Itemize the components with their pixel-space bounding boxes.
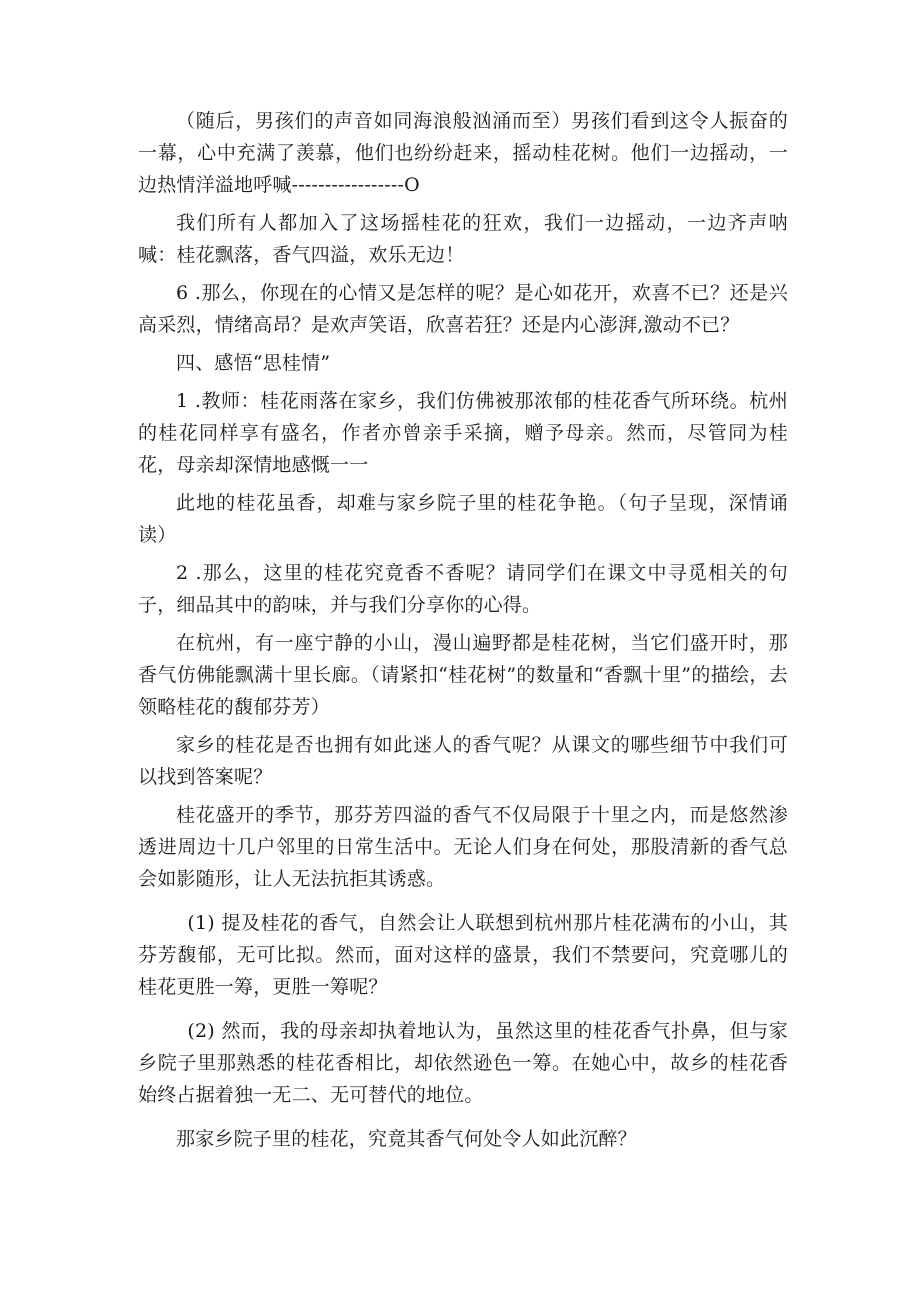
paragraph-point-2: (2) 然而，我的母亲却执着地认为，虽然这里的桂花香气扑鼻，但与家乡院子里那熟悉的桂花香相比，却依然逊色一筹。在她心中，故乡的桂花香始终占据着独一无二、无可替代的地位。 [138,1020,788,1106]
paragraph-everyone-joins: 我们所有人都加入了这场摇桂花的狂欢，我们一边摇动，一边齐声呐喊：桂花飘落，香气四溢，欢乐无边！ [138,212,788,266]
paragraph-quote-recital: 此地的桂花虽香，却难与家乡院子里的桂花争艳。（句子呈现，深情诵读） [138,492,788,546]
paragraph-boys-shaking: （随后，男孩们的声音如同海浪般汹涌而至）男孩们看到这令人振奋的一幕，心中充满了羡慕，他们也纷纷赶来，摇动桂花树。他们一边摇动，一边热情洋溢地呼喊-----------------O [138,110,788,196]
paragraph-point-1: (1) 提及桂花的香气，自然会让人联想到杭州那片桂花满布的小山，其芬芳馥郁，无可比拟。然而，面对这样的盛景，我们不禁要问，究竟哪儿的桂花更胜一筹，更胜一筹呢？ [138,912,788,998]
document-page [138,105,788,1161]
paragraph-hangzhou-hill: 在杭州，有一座宁静的小山，漫山遍野都是桂花树，当它们盛开时，那香气仿佛能飘满十里长廊。（请紧扣“桂花树”的数量和“香飘十里”的描绘，去领略桂花的馥郁芬芳） [138,632,788,718]
section-heading-4: 四、感悟“思桂情” [176,352,331,374]
paragraph-question-2: 2 .那么，这里的桂花究竟香不香呢？请同学们在课文中寻觅相关的句子，细品其中的韵味，并与我们分享你的心得。 [138,562,788,616]
paragraph-hometown-question: 家乡的桂花是否也拥有如此迷人的香气呢？从课文的哪些细节中我们可以找到答案呢？ [138,734,788,788]
paragraph-final-question: 那家乡院子里的桂花，究竟其香气何处令人如此沉醉？ [176,1128,637,1150]
paragraph-blooming-season: 桂花盛开的季节，那芬芳四溢的香气不仅局限于十里之内，而是悠然渗透进周边十几户邻里的日常生活中。无论人们身在何处，那股清新的香气总会如影随形，让人无法抗拒其诱惑。 [138,804,788,890]
paragraph-teacher-1: 1 .教师：桂花雨落在家乡，我们仿佛被那浓郁的桂花香气所环绕。杭州的桂花同样享有盛名，作者亦曾亲手采摘，赠予母亲。然而，尽管同为桂花，母亲却深情地感慨一一 [138,390,788,476]
paragraph-question-6: 6 .那么，你现在的心情又是怎样的呢？是心如花开，欢喜不已？还是兴高采烈，情绪高昂？是欢声笑语，欣喜若狂？还是内心澎湃,激动不已？ [138,282,788,336]
